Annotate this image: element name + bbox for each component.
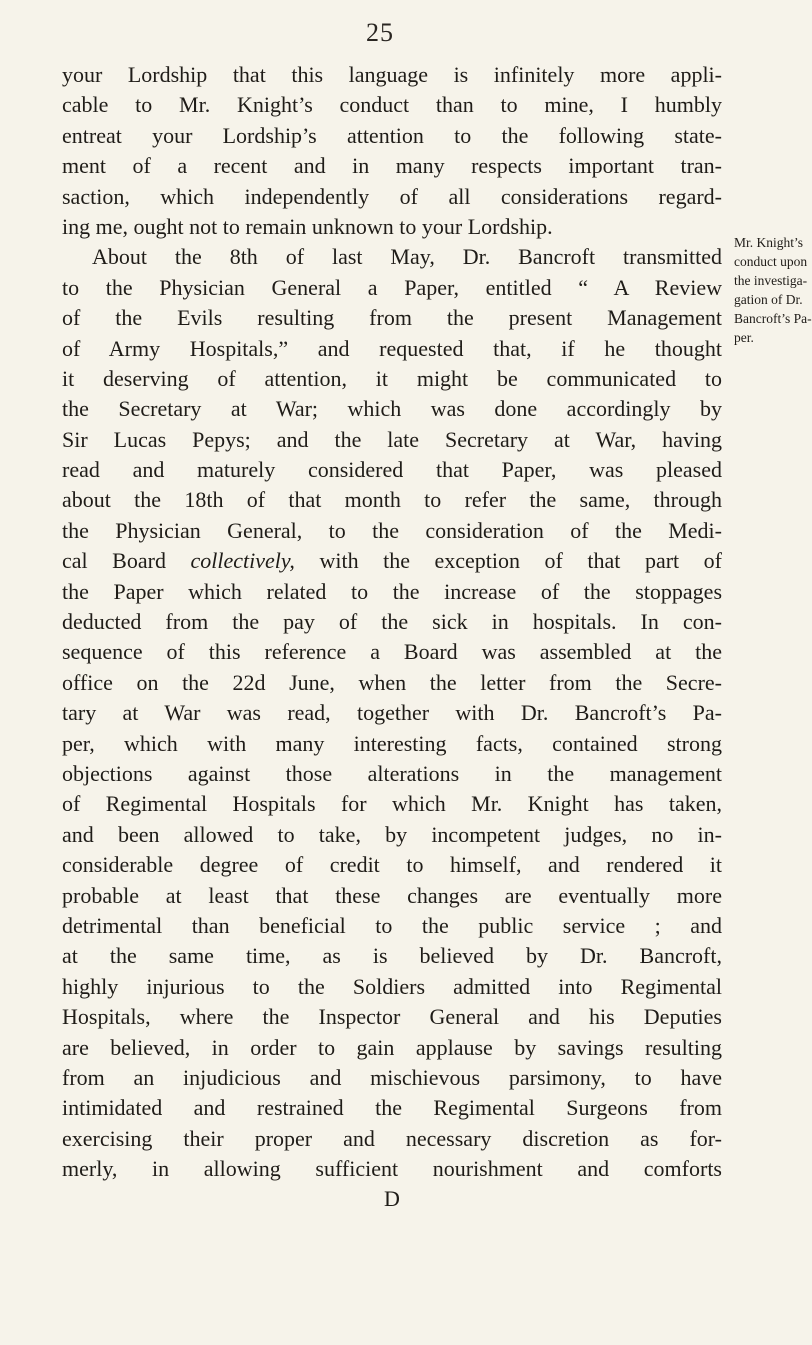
margin-note-line: conduct upon — [734, 254, 808, 269]
margin-note-line: the investiga- — [734, 273, 808, 288]
text-line: objections against those alterations in the management — [62, 760, 722, 786]
margin-note-line: Bancroft’s Pa- — [734, 311, 812, 326]
text-line: about the 18th of that month to refer the same, through — [62, 487, 722, 513]
margin-note — [734, 233, 812, 347]
text-line: the Secretary at War; which was done accordingly by — [62, 396, 722, 422]
text-line: read and maturely considered that Paper, was pleased — [62, 457, 722, 483]
text-line: of Army Hospitals,” and requested that, if he thought — [62, 335, 722, 361]
text-line: considerable degree of credit to himself, and rendered it — [62, 852, 722, 878]
margin-note-line: Mr. Knight’s — [734, 235, 804, 250]
text-line: saction, which independently of all considerations regard- — [62, 183, 722, 209]
text-line: intimidated and restrained the Regimental Surgeons from — [62, 1095, 722, 1121]
text-line: and been allowed to take, by incompetent judges, no in- — [62, 821, 722, 847]
body-text — [62, 60, 722, 1215]
signature-mark: D — [384, 1186, 400, 1212]
italic-word: collectively, — [190, 548, 295, 574]
text-line: of the Evils resulting from the present Management — [62, 305, 722, 331]
text-line: sequence of this reference a Board was assembled at the — [62, 639, 722, 665]
text-line: merly, in allowing sufficient nourishment and comforts — [62, 1156, 722, 1182]
text-line: the Physician General, to the consideration of the Medi- — [62, 517, 722, 543]
text-line: office on the 22d June, when the letter from the Secre- — [62, 669, 722, 695]
text-line: per, which with many interesting facts, contained strong — [62, 730, 722, 756]
margin-note-line: gation of Dr. — [734, 292, 803, 307]
text-line: highly injurious to the Soldiers admitted into Regimental — [62, 973, 722, 999]
text-line: are believed, in order to gain applause by savings resulting — [62, 1034, 722, 1060]
text-line: it deserving of attention, it might be communicated to — [62, 365, 722, 391]
text-line: probable at least that these changes are eventually more — [62, 882, 722, 908]
text-line: Hospitals, where the Inspector General and his Deputies — [62, 1004, 722, 1030]
text-line: entreat your Lordship’s attention to the following state- — [62, 122, 722, 148]
text-line: ment of a recent and in many respects important tran- — [62, 153, 722, 179]
text-line: to the Physician General a Paper, entitled “ A Review — [62, 274, 722, 300]
text-line: of Regimental Hospitals for which Mr. Knight has taken, — [62, 791, 722, 817]
text-line: Sir Lucas Pepys; and the late Secretary at War, having — [62, 426, 722, 452]
text-segment: cal Board — [62, 548, 191, 574]
text-line: ing me, ought not to remain unknown to your Lordship. — [62, 213, 553, 239]
text-line: cable to Mr. Knight’s conduct than to mine, I humbly — [62, 92, 722, 118]
text-line: detrimental than beneficial to the public service ; and — [62, 912, 722, 938]
text-line: your Lordship that this language is infinitely more appli- — [62, 62, 722, 87]
text-line: from an injudicious and mischievous parsimony, to have — [62, 1064, 722, 1090]
text-line: tary at War was read, together with Dr. Bancroft’s Pa- — [62, 700, 722, 726]
text-line: deducted from the pay of the sick in hospitals. In con- — [62, 609, 722, 635]
text-segment: with the exception of that part of — [294, 548, 723, 574]
text-line: the Paper which related to the increase of the stoppages — [62, 578, 722, 604]
text-line — [62, 546, 722, 576]
text-line: About the 8th of last May, Dr. Bancroft transmitted — [92, 244, 722, 270]
text-line: exercising their proper and necessary discretion as for- — [62, 1125, 722, 1151]
margin-note-line: per. — [734, 330, 754, 345]
text-line: at the same time, as is believed by Dr. Bancroft, — [62, 943, 722, 969]
page-number: 25 — [366, 18, 394, 47]
